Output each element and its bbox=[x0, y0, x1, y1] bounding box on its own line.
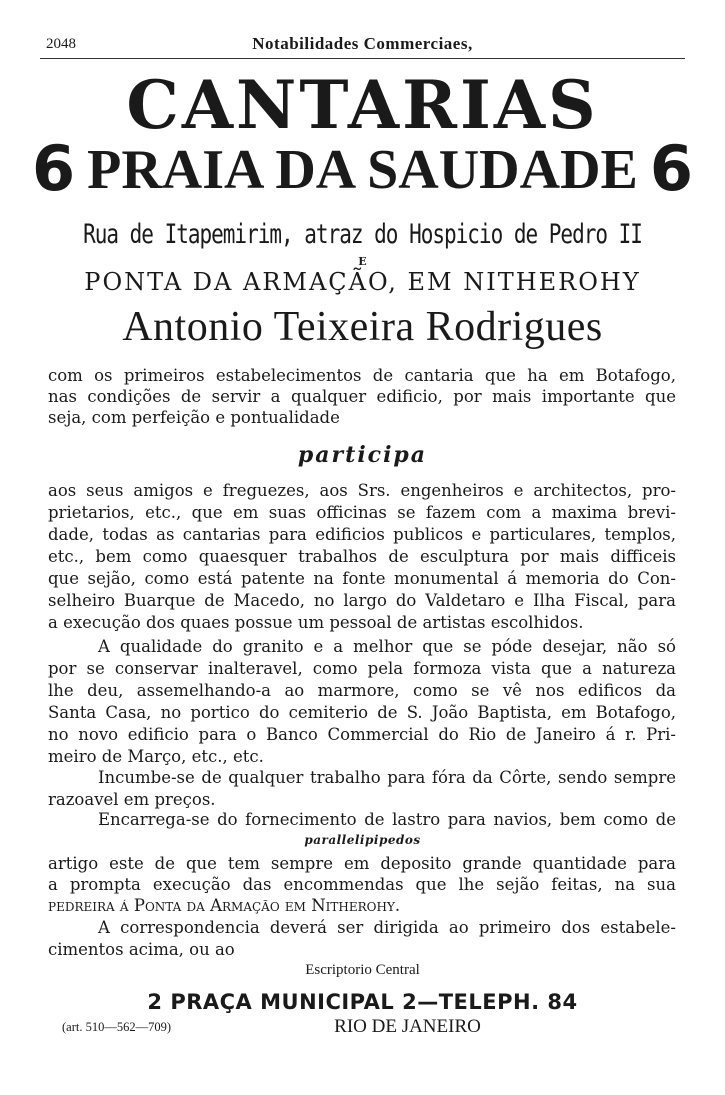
body-line: etc., bem como quaesquer trabalhos de esculptura por mais difficeis bbox=[48, 547, 676, 566]
intro-line: com os primeiros estabelecimentos de cantaria que ha em Botafogo, bbox=[48, 366, 676, 385]
quality-line: lhe deu, assemelhando-a ao marmore, como se vê nos edificos da bbox=[48, 681, 676, 700]
street-number-left: 6 bbox=[32, 132, 76, 205]
city-name: RIO DE JANEIRO bbox=[334, 1016, 481, 1037]
running-header bbox=[40, 30, 685, 59]
address-line: PRAIA DA SAUDADE bbox=[87, 139, 638, 201]
announces-heading: participa bbox=[297, 442, 428, 468]
ad-title: CANTARIAS bbox=[126, 66, 599, 144]
body-line: aos seus amigos e freguezes, aos Srs. engenheiros e architectos, pro- bbox=[48, 481, 676, 500]
ballast-line: pedreira á Ponta da Armação em Nitherohy. bbox=[48, 896, 401, 915]
office-address: 2 PRAÇA MUNICIPAL 2—TELEPH. 84 bbox=[147, 990, 578, 1014]
quality-line: A qualidade do granito e a melhor que se póde desejar, não só bbox=[98, 637, 676, 656]
article-reference: (art. 510—562—709) bbox=[62, 1020, 172, 1034]
body-line: a execução dos quaes possue um pessoal de artistas escolhidos. bbox=[48, 613, 584, 632]
street-line: Rua de Itapemirim, atraz do Hospicio de Pedro II bbox=[83, 219, 642, 249]
proprietor-name: Antonio Teixeira Rodrigues bbox=[122, 304, 603, 350]
ballast-item-heading: parallelipipedos bbox=[304, 833, 421, 847]
body-line: dade, todas as cantarias para edificios publicos e particulares, templos, bbox=[48, 525, 676, 544]
quality-line: no novo edificio para o Banco Commercial do Rio de Janeiro á r. Pri- bbox=[48, 725, 676, 744]
ballast-line: Encarrega-se do fornecimento de lastro para navios, bem como de bbox=[98, 810, 676, 829]
second-location: PONTA DA ARMAÇÃO, EM NITHEROHY bbox=[84, 268, 641, 296]
office-label: Escriptorio Central bbox=[305, 962, 420, 978]
quality-line: meiro de Março, etc., etc. bbox=[48, 747, 264, 766]
ballast-line: artigo este de que tem sempre em deposito grande quantidade para bbox=[48, 854, 676, 873]
body-line: que sejão, como está patente na fonte monumental á memoria do Con- bbox=[48, 569, 676, 588]
correspondence-line: cimentos acima, ou ao bbox=[48, 940, 235, 959]
outside-work-line: Incumbe-se de qualquer trabalho para fóra da Côrte, sendo sempre bbox=[98, 768, 676, 787]
page-number: 2048 bbox=[46, 36, 76, 52]
street-number-right: 6 bbox=[649, 132, 693, 205]
running-title: Notabilidades Commerciaes, bbox=[252, 34, 473, 53]
outside-work-line: razoavel em preços. bbox=[48, 790, 216, 809]
body-line: selheiro Buarque de Macedo, no largo do Valdetaro e Ilha Fiscal, para bbox=[48, 591, 676, 610]
quality-line: por se conservar inalteravel, como pela formoza vista que a natureza bbox=[48, 659, 676, 678]
quality-line: Santa Casa, no portico do cemiterio de S. João Baptista, em Botafogo, bbox=[48, 703, 676, 722]
address-heading bbox=[30, 132, 695, 205]
intro-line: nas condições de servir a qualquer edificio, por mais importante que bbox=[48, 387, 676, 406]
conjunction: E bbox=[358, 255, 367, 268]
body-line: prietarios, etc., que em suas officinas se fazem com a maxima brevi- bbox=[48, 503, 676, 522]
ballast-line: a prompta execução das encommendas que lhe sejão feitas, na sua bbox=[48, 875, 676, 894]
intro-line: seja, com perfeição e pontualidade bbox=[48, 408, 340, 427]
correspondence-line: A correspondencia deverá ser dirigida ao primeiro dos estabele- bbox=[98, 918, 676, 937]
